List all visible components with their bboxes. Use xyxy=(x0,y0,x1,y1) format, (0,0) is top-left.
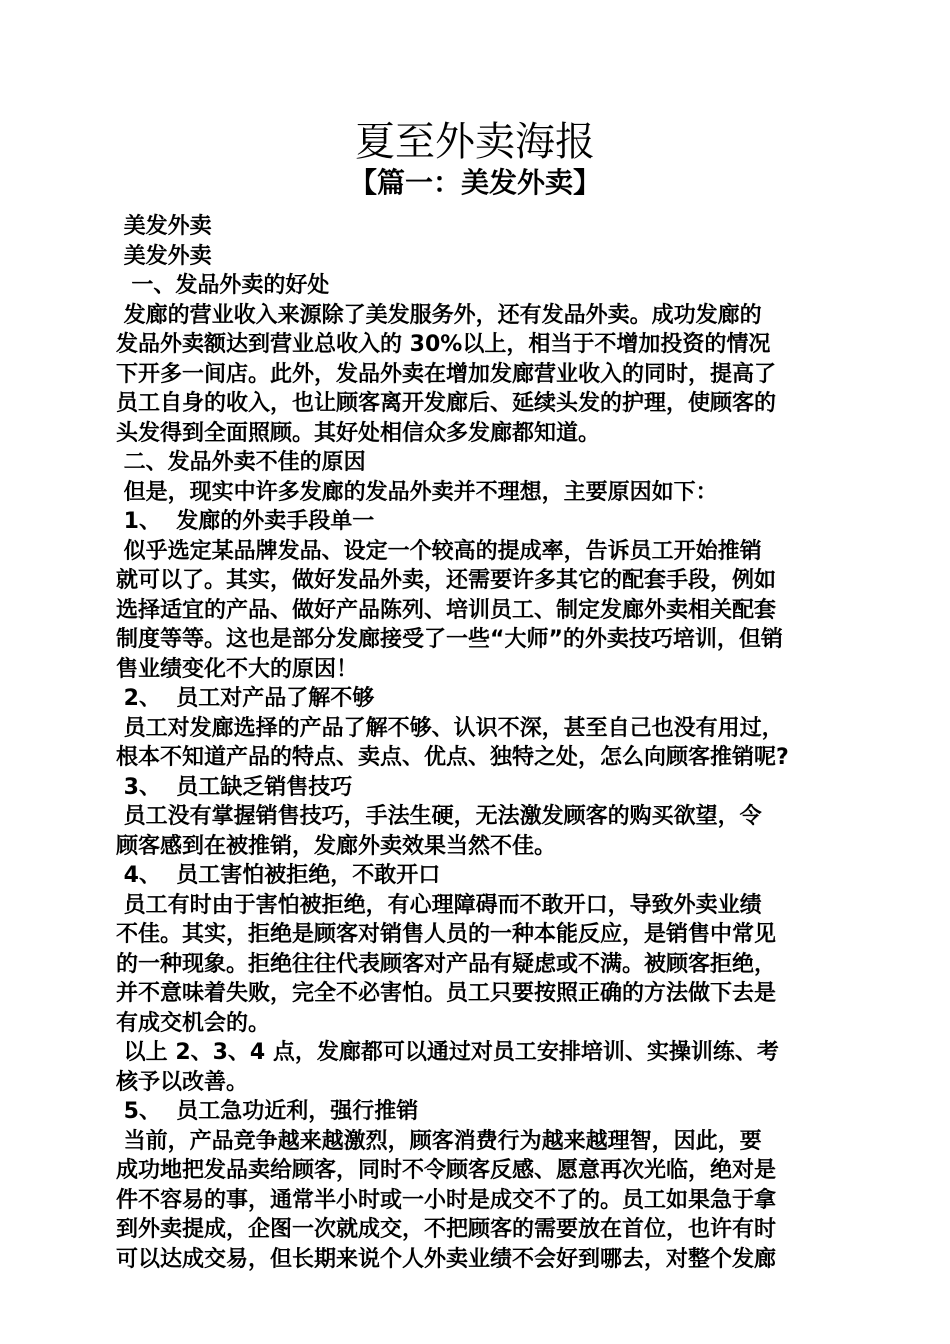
body-line: 发廊的营业收入来源除了美发服务外，还有发品外卖。成功发廊的 xyxy=(116,302,762,328)
body-line: 选择适宜的产品、做好产品陈列、培训员工、制定发廊外卖相关配套 xyxy=(116,597,777,623)
body-line: 的一种现象。拒绝往往代表顾客对产品有疑虑或不满。被顾客拒绝， xyxy=(116,951,777,977)
body-line: 件不容易的事，通常半小时或一小时是成交不了的。员工如果急于拿 xyxy=(116,1187,777,1213)
body-line: 下开多一间店。此外，发品外卖在增加发廊营业收入的同时，提高了 xyxy=(116,361,777,387)
body-line: 就可以了。其实，做好发品外卖，还需要许多其它的配套手段，例如 xyxy=(116,568,777,593)
body-line: 员工对发廊选择的产品了解不够、认识不深，甚至自己也没有用过， xyxy=(116,715,784,741)
body-line: 根本不知道产品的特点、卖点、优点、独特之处，怎么向顾客推销呢? xyxy=(116,745,789,770)
body-line: 发品外卖额达到营业总收入的 30%以上，相当于不增加投资的情况 xyxy=(116,332,771,357)
body-line: 5、 员工急功近利，强行推销 xyxy=(116,1099,419,1124)
body-line: 售业绩变化不大的原因！ xyxy=(116,656,359,682)
document-body xyxy=(116,212,840,1274)
body-line: 有成交机会的。 xyxy=(116,1010,271,1036)
document-subtitle: 【篇一：美发外卖】 xyxy=(348,166,601,199)
body-line: 以上 2、3、4 点，发廊都可以通过对员工安排培训、实操训练、考 xyxy=(116,1040,779,1065)
body-line: 但是，现实中许多发廊的发品外卖并不理想，主要原因如下： xyxy=(116,479,718,505)
body-line: 到外卖提成，企图一次就成交，不把顾客的需要放在首位，也许有时 xyxy=(116,1217,777,1242)
body-line: 员工没有掌握销售技巧，手法生硬，无法激发顾客的购买欲望，令 xyxy=(116,804,762,829)
body-line: 一、发品外卖的好处 xyxy=(116,273,330,298)
body-line: 4、 员工害怕被拒绝，不敢开口 xyxy=(116,863,441,888)
document-title: 夏至外卖海报 xyxy=(355,119,595,165)
body-line: 不佳。其实，拒绝是顾客对销售人员的一种本能反应，是销售中常见 xyxy=(116,922,777,947)
body-line: 似乎选定某品牌发品、设定一个较高的提成率，告诉员工开始推销 xyxy=(116,538,762,564)
body-line: 美发外卖 xyxy=(116,243,212,269)
body-line: 制度等等。这也是部分发廊接受了一些“大师”的外卖技巧培训，但销 xyxy=(116,627,783,652)
body-line: 并不意味着失败，完全不必害怕。员工只要按照正确的方法做下去是 xyxy=(116,981,777,1006)
body-line: 核予以改善。 xyxy=(116,1069,249,1095)
body-line: 员工有时由于害怕被拒绝，有心理障碍而不敢开口，导致外卖业绩 xyxy=(116,892,762,918)
body-line: 员工自身的收入，也让顾客离开发廊后、延续头发的护理，使顾客的 xyxy=(116,391,777,416)
body-line: 顾客感到在被推销，发廊外卖效果当然不佳。 xyxy=(116,833,557,859)
body-line: 二、发品外卖不佳的原因 xyxy=(116,450,366,475)
body-line: 头发得到全面照顾。其好处相信众多发廊都知道。 xyxy=(116,420,601,446)
body-line: 可以达成交易，但长期来说个人外卖业绩不会好到哪去，对整个发廊 xyxy=(116,1246,777,1272)
body-line: 美发外卖 xyxy=(116,214,212,239)
body-line: 3、 员工缺乏销售技巧 xyxy=(116,774,353,800)
body-line: 当前，产品竞争越来越激烈，顾客消费行为越来越理智，因此，要 xyxy=(116,1128,762,1154)
body-line: 2、 员工对产品了解不够 xyxy=(116,686,375,711)
body-line: 1、 发廊的外卖手段单一 xyxy=(116,509,375,534)
body-line: 成功地把发品卖给顾客，同时不令顾客反感、愿意再次光临，绝对是 xyxy=(116,1158,777,1183)
